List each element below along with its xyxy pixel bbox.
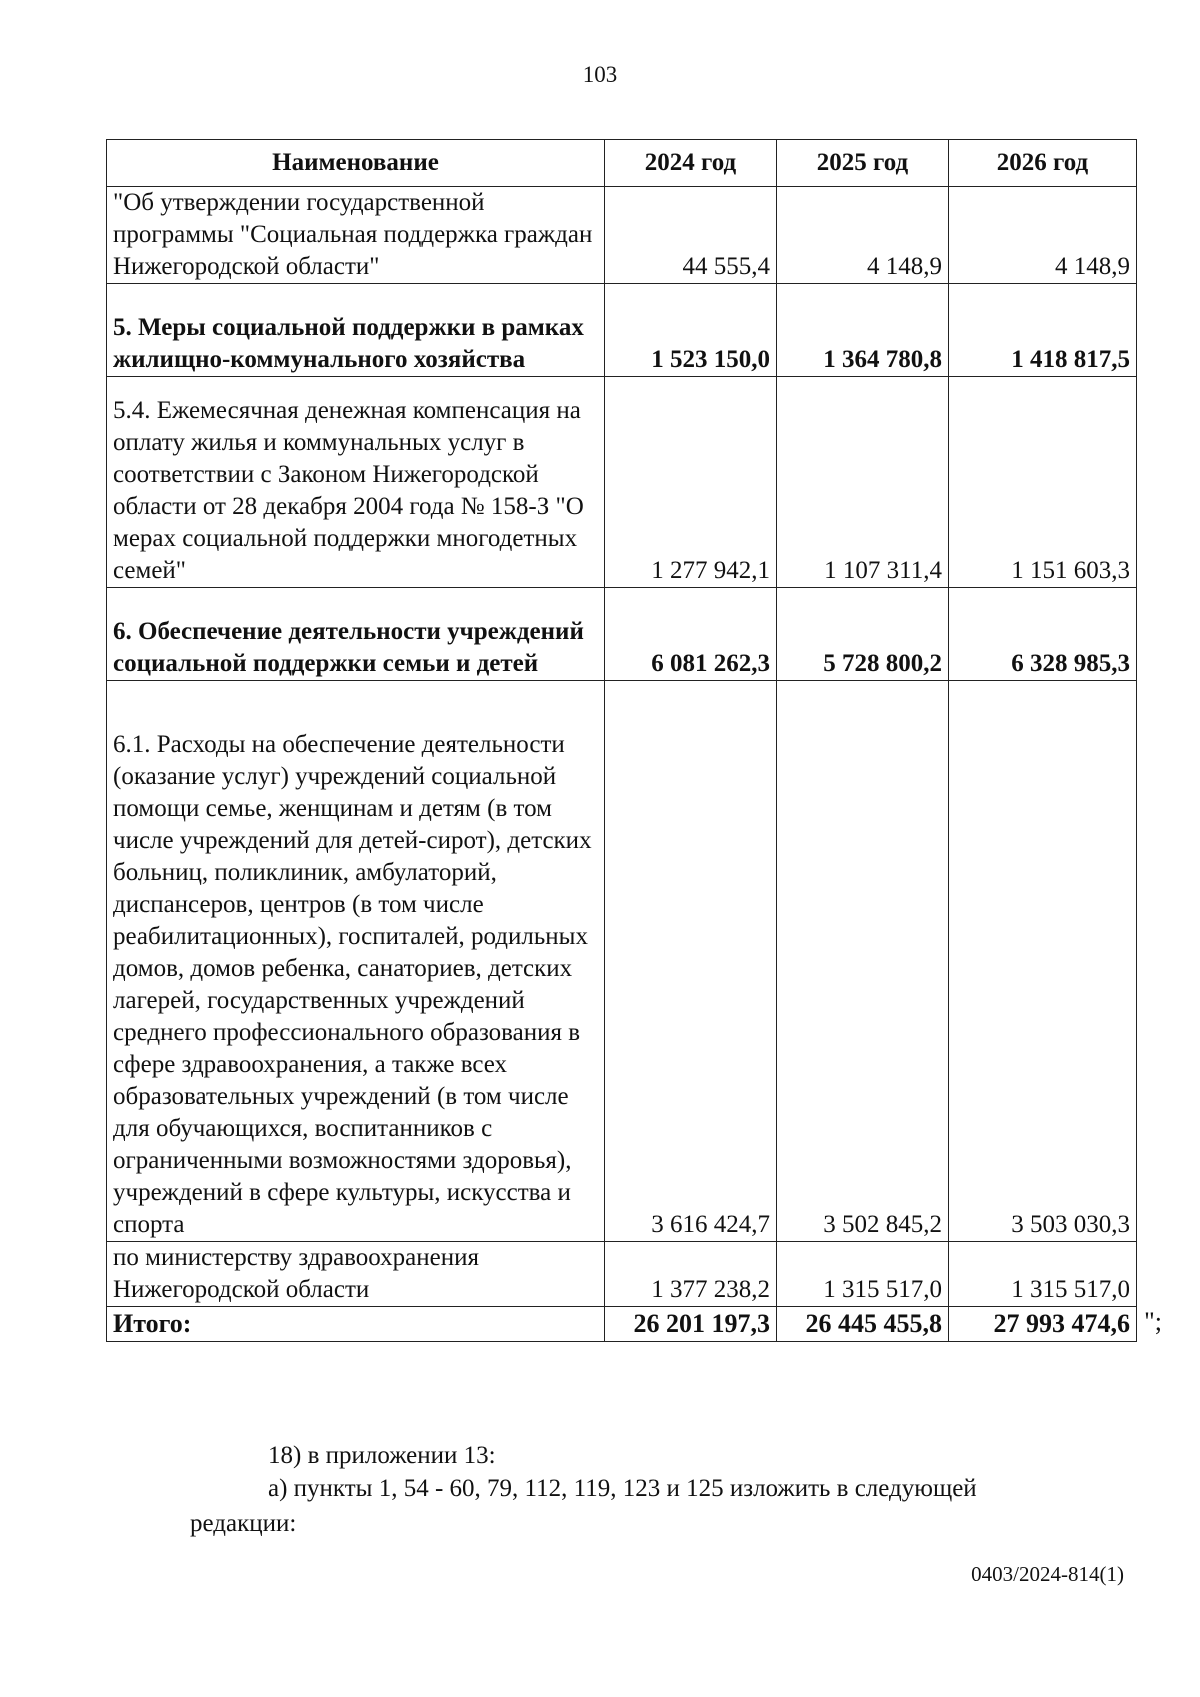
row-value-2026: 1 418 817,5 bbox=[949, 284, 1137, 377]
row-name: 5. Меры социальной поддержки в рамках жилищно-коммунального хозяйства bbox=[107, 284, 605, 377]
header-2024: 2024 год bbox=[605, 140, 777, 187]
row-value-2024: 1 377 238,2 bbox=[605, 1242, 777, 1307]
row-name: 6. Обеспечение деятельности учреждений социальной поддержки семьи и детей bbox=[107, 588, 605, 681]
table-row bbox=[107, 1242, 1137, 1307]
table-row bbox=[107, 187, 1137, 284]
row-value-2026: 6 328 985,3 bbox=[949, 588, 1137, 681]
paragraph-subitem-a-cont: редакции: bbox=[190, 1510, 297, 1537]
budget-table bbox=[106, 139, 1162, 1342]
total-value-2026-cell bbox=[949, 1307, 1162, 1342]
table-row-section bbox=[107, 284, 1137, 377]
row-value-2026: 1 151 603,3 bbox=[949, 377, 1137, 588]
row-value-2025: 1 107 311,4 bbox=[777, 377, 949, 588]
closing-quote: "; bbox=[1144, 1307, 1162, 1336]
row-name: 6.1. Расходы на обеспечение деятельности (оказание услуг) учреждений социальной помощи семье, женщинам и детям (в том числе учреждений для детей-сирот), детских больниц, поликлиник, амбулаторий, диспансеров, центров (в том числе реабилитационных), госпиталей, родильных домов, домов ребенка, санаториев, детских лагерей, государственных учреждений среднего профессионального образования в сфере здравоохранения, а также всех образовательных учреждений (в том числе для обучающихся, воспитанников с ограниченными возможностями здоровья), учреждений в сфере культуры, искусства и спорта bbox=[107, 681, 605, 1242]
row-name: по министерству здравоохранения Нижегородской области bbox=[107, 1242, 605, 1307]
document-code: 0403/2024-814(1) bbox=[971, 1562, 1124, 1586]
row-value-2024: 1 523 150,0 bbox=[605, 284, 777, 377]
row-value-2024: 6 081 262,3 bbox=[605, 588, 777, 681]
row-value-2025: 4 148,9 bbox=[777, 187, 949, 284]
row-value-2024: 44 555,4 bbox=[605, 187, 777, 284]
table-row bbox=[107, 681, 1137, 1242]
header-2025: 2025 год bbox=[777, 140, 949, 187]
page-number: 103 bbox=[582, 62, 618, 87]
header-name: Наименование bbox=[107, 140, 605, 187]
table-header-row bbox=[107, 140, 1137, 187]
paragraph-item-18: 18) в приложении 13: bbox=[268, 1442, 496, 1469]
row-value-2025: 3 502 845,2 bbox=[777, 681, 949, 1242]
row-value-2026: 3 503 030,3 bbox=[949, 681, 1137, 1242]
total-value-2026: 27 993 474,6 bbox=[993, 1309, 1130, 1338]
row-value-2026: 1 315 517,0 bbox=[949, 1242, 1137, 1307]
table-row bbox=[107, 377, 1137, 588]
total-value-2025: 26 445 455,8 bbox=[777, 1307, 949, 1342]
row-value-2025: 5 728 800,2 bbox=[777, 588, 949, 681]
total-value-2024: 26 201 197,3 bbox=[605, 1307, 777, 1342]
row-value-2025: 1 315 517,0 bbox=[777, 1242, 949, 1307]
total-label: Итого: bbox=[107, 1307, 605, 1342]
row-value-2026: 4 148,9 bbox=[949, 187, 1137, 284]
paragraph-subitem-a: а) пункты 1, 54 - 60, 79, 112, 119, 123 и 125 изложить в следующей bbox=[268, 1475, 977, 1502]
row-name: "Об утверждении государственной программы "Социальная поддержка граждан Нижегородской области" bbox=[107, 187, 605, 284]
total-row bbox=[107, 1307, 1137, 1342]
row-name: 5.4. Ежемесячная денежная компенсация на оплату жилья и коммунальных услуг в соответствии с Законом Нижегородской области от 28 декабря 2004 года № 158-З "О мерах социальной поддержки многодетных семей" bbox=[107, 377, 605, 588]
header-2026: 2026 год bbox=[949, 140, 1137, 187]
table-row-section bbox=[107, 588, 1137, 681]
row-value-2024: 1 277 942,1 bbox=[605, 377, 777, 588]
row-value-2024: 3 616 424,7 bbox=[605, 681, 777, 1242]
row-value-2025: 1 364 780,8 bbox=[777, 284, 949, 377]
